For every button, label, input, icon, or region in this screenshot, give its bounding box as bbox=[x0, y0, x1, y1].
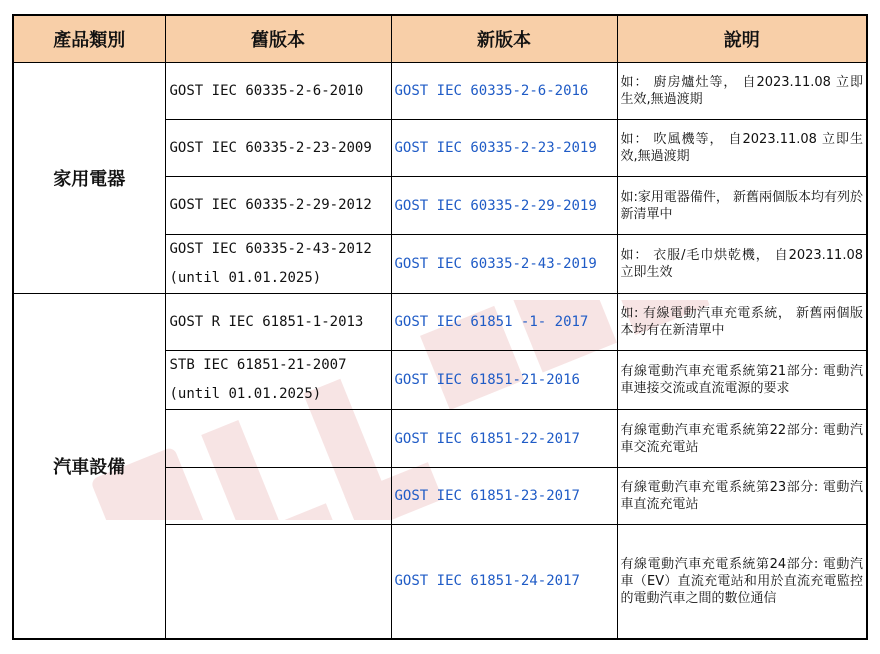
old-version-cell bbox=[165, 293, 391, 350]
header-old-version: 舊版本 bbox=[165, 15, 391, 63]
old-version-cell bbox=[165, 351, 391, 410]
new-version-cell: GOST IEC 60335-2-23-2019 bbox=[391, 120, 617, 177]
old-version-text: GOST R IEC 61851-1-2013 bbox=[169, 313, 364, 330]
description-cell: 如： 吹風機等， 自2023.11.08 立即生效,無過渡期 bbox=[617, 120, 867, 177]
description-cell: 如： 廚房爐灶等， 自2023.11.08 立即生效,無過渡期 bbox=[617, 63, 867, 120]
description-cell: 如: 有線電動汽車充電系統， 新舊兩個版本均有在新清單中 bbox=[617, 293, 867, 350]
old-version-cell bbox=[165, 234, 391, 293]
description-cell: 如： 衣服/毛巾烘乾機， 自2023.11.08 立即生效 bbox=[617, 234, 867, 293]
standards-table bbox=[12, 14, 868, 640]
header-description: 說明 bbox=[617, 15, 867, 63]
old-version-cell bbox=[165, 120, 391, 177]
new-version-cell: GOST IEC 61851-21-2016 bbox=[391, 351, 617, 410]
description-cell: 有線電動汽車充電系統第24部分: 電動汽車（EV）直流充電站和用於直流充電監控的電動汽車之間的數位通信 bbox=[617, 524, 867, 639]
description-cell: 有線電動汽車充電系統第22部分: 電動汽車交流充電站 bbox=[617, 410, 867, 467]
old-version-cell bbox=[165, 63, 391, 120]
table-row bbox=[13, 293, 867, 350]
old-version-until-note: (until 01.01.2025) bbox=[169, 269, 322, 286]
old-version-text: STB IEC 61851-21-2007 bbox=[169, 357, 347, 374]
header-row bbox=[13, 15, 867, 63]
old-version-cell-empty bbox=[165, 524, 391, 639]
header-new-version: 新版本 bbox=[391, 15, 617, 63]
old-version-until-note: (until 01.01.2025) bbox=[169, 386, 322, 403]
old-version-text: GOST IEC 60335-2-23-2009 bbox=[169, 139, 372, 156]
category-cell: 家用電器 bbox=[13, 63, 165, 294]
category-cell: 汽車設備 bbox=[13, 293, 165, 639]
description-cell: 有線電動汽車充電系統第23部分: 電動汽車直流充電站 bbox=[617, 467, 867, 524]
new-version-cell: GOST IEC 61851 -1- 2017 bbox=[391, 293, 617, 350]
new-version-cell: GOST IEC 60335-2-29-2019 bbox=[391, 177, 617, 234]
description-cell: 如:家用電器備件， 新舊兩個版本均有列於新清單中 bbox=[617, 177, 867, 234]
new-version-cell: GOST IEC 61851-23-2017 bbox=[391, 467, 617, 524]
table-row bbox=[13, 63, 867, 120]
header-category: 產品類別 bbox=[13, 15, 165, 63]
description-cell: 有線電動汽車充電系統第21部分: 電動汽車連接交流或直流電源的要求 bbox=[617, 351, 867, 410]
old-version-cell bbox=[165, 177, 391, 234]
old-version-text: GOST IEC 60335-2-29-2012 bbox=[169, 197, 372, 214]
old-version-text: GOST IEC 60335-2-6-2010 bbox=[169, 82, 364, 99]
old-version-cell-empty bbox=[165, 467, 391, 524]
new-version-cell: GOST IEC 60335-2-43-2019 bbox=[391, 234, 617, 293]
old-version-text: GOST IEC 60335-2-43-2012 bbox=[169, 240, 372, 257]
new-version-cell: GOST IEC 61851-22-2017 bbox=[391, 410, 617, 467]
new-version-cell: GOST IEC 60335-2-6-2016 bbox=[391, 63, 617, 120]
new-version-cell: GOST IEC 61851-24-2017 bbox=[391, 524, 617, 639]
old-version-cell-empty bbox=[165, 410, 391, 467]
